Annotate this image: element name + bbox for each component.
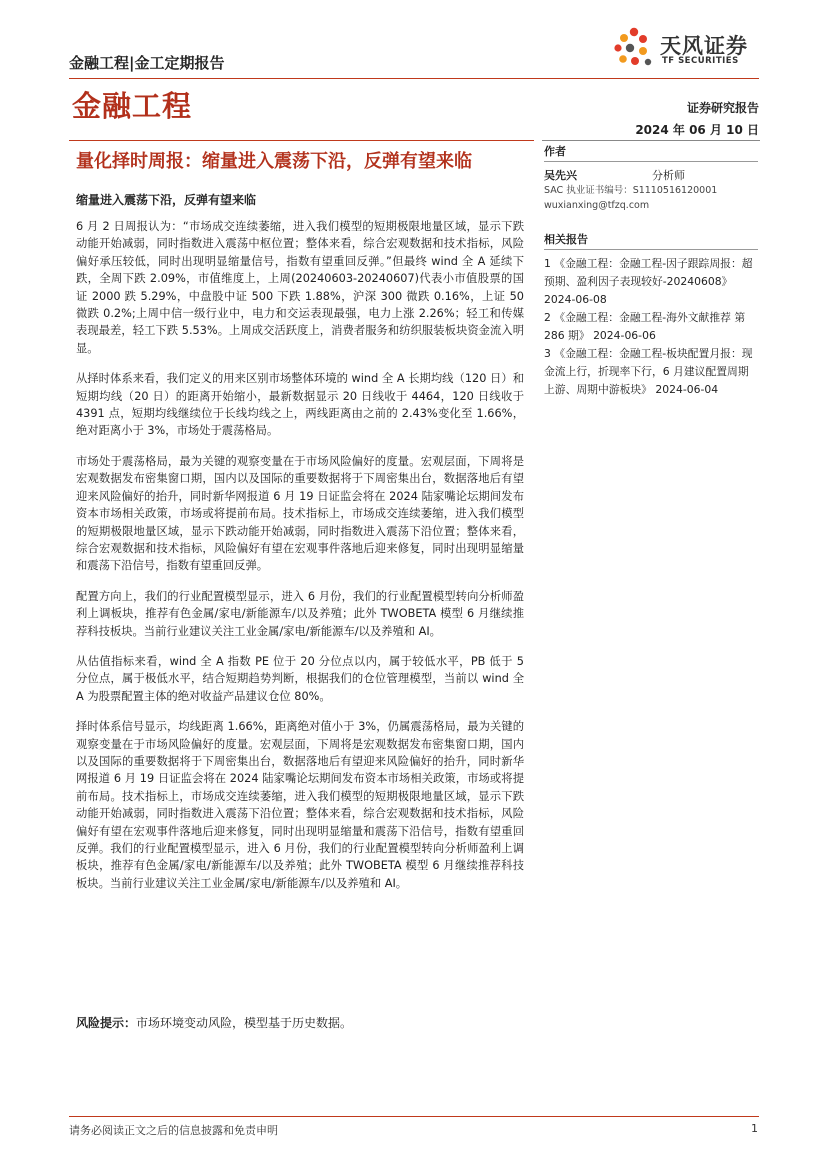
report-category: 金融工程|金工定期报告 bbox=[69, 54, 225, 72]
related-reports-heading: 相关报告 bbox=[544, 229, 758, 250]
author-certificate: SAC 执业证书编号：S1110516120001 bbox=[544, 185, 718, 196]
body-paragraph: 从择时体系来看，我们定义的用来区别市场整体环境的 wind 全 A 长期均线（120 日）和短期均线（20 日）的距离开始缩小，最新数据显示 20 日线收于 4464，120 日线收于 4391 点，短期均线继续位于长线均线之上，两线距离由之前的 2.43%变化至 1.66%，绝对距离小于 3%，市场处于震荡格局。 bbox=[76, 372, 524, 438]
related-report-item[interactable]: 1 《金融工程：金融工程-因子跟踪周报：超预期、盈利因子表现较好-20240608》 2024-06-08 bbox=[544, 257, 753, 306]
report-type: 证券研究报告 bbox=[686, 101, 759, 115]
body-paragraph: 配置方向上，我们的行业配置模型显示，进入 6 月份，我们的行业配置模型转向分析师盈利上调板块，推荐有色金属/家电/新能源车/以及养殖；此外 TWOBETA 模型 6 月继续推荐科技板块。当前行业建议关注工业金属/家电/新能源车/以及养殖和 AI。 bbox=[76, 589, 524, 638]
report-date: 2024 年 06 月 10 日 bbox=[635, 123, 759, 137]
footer-disclaimer: 请务必阅读正文之后的信息披露和免责申明 bbox=[69, 1124, 278, 1137]
author-row bbox=[544, 167, 758, 183]
logo-text-cn: 天风证券 bbox=[660, 34, 748, 58]
related-report-item[interactable]: 2 《金融工程：金融工程-海外文献推荐 第 286 期》 2024-06-06 bbox=[544, 311, 746, 342]
author-email[interactable]: wuxianxing@tfzq.com bbox=[544, 200, 650, 211]
body-paragraph: 6 月 2 日周报认为：“市场成交连续萎缩，进入我们模型的短期极限地量区域，显示下跌动能开始减弱，同时指数进入震荡中枢位置；整体来看，综合宏观数据和技术指标，风险偏好承压较低，同时出现明显缩量信号，指数有望重回反弹。”但最终 wind 全 A 延续下跌，全周下跌 2.09%，市值维度上，上周(20240603-20240607)代表小市值股票的国证 2000 跌 5.29%，中盘股中证 500 下跌 1.88%，沪深 300 微跌 0.16%，上证 50 微跌 0.2%;上周中信一级行业中，电力和交运表现最强，电力上涨 2.26%；轻工和传媒表现最差，轻工下跌 5.53%。上周成交活跃度上，消费者服务和纺织服装板块资金流入明显。 bbox=[76, 220, 524, 355]
body-paragraph: 从估值指标来看，wind 全 A 指数 PE 位于 20 分位点以内，属于较低水平，PB 低于 5 分位点，属于极低水平，结合短期趋势判断，根据我们的仓位管理模型，当前以 wind 全 A 为股票配置主体的绝对收益产品建议仓位 80%。 bbox=[76, 654, 524, 703]
author-name: 吴先兴 bbox=[544, 169, 577, 182]
page-number: 1 bbox=[751, 1122, 758, 1135]
company-logo bbox=[612, 26, 760, 68]
body-paragraph: 择时体系信号显示，均线距离 1.66%，距离绝对值小于 3%，仍属震荡格局，最为关键的观察变量在于市场风险偏好的度量。宏观层面，下周将是宏观数据发布密集窗口期，国内以及国际的重要数据将于下周密集出台，数据落地后有望迎来风险偏好的抬升，同时新华网报道 6 月 19 日证监会将在 2024 陆家嘴论坛期间发布资本市场相关政策，市场或将提前布局。技术指标上，市场成交连续萎缩，进入我们模型的短期极限地量区域，显示下跌动能开始减弱，同时指数进入震荡下沿位置；整体来看，综合宏观数据和技术指标，风险偏好有望在宏观事件落地后迎来修复，同时出现明显缩量和震荡下沿信号，指数有望重回反弹。我们的行业配置模型显示，进入 6 月份，我们的行业配置模型转向分析师盈利上调板块，推荐有色金属/家电/新能源车/以及养殖；此外 TWOBETA 模型 6 月继续推荐科技板块。当前行业建议关注工业金属/家电/新能源车/以及养殖和 AI。 bbox=[76, 720, 524, 890]
body-paragraph: 市场处于震荡格局，最为关键的观察变量在于市场风险偏好的度量。宏观层面，下周将是宏观数据发布密集窗口期，国内以及国际的重要数据将于下周密集出台，数据落地后有望迎来风险偏好的抬升，同时新华网报道 6 月 19 日证监会将在 2024 陆家嘴论坛期间发布资本市场相关政策，市场或将提前布局。技术指标上，市场成交连续萎缩，进入我们模型的短期极限地量区域，显示下跌动能开始减弱，同时指数进入震荡下沿位置；整体来看，综合宏观数据和技术指标，风险偏好有望在宏观事件落地后迎来修复，同时出现明显缩量和震荡下沿信号，指数有望重回反弹。 bbox=[76, 454, 524, 573]
author-role: 分析师 bbox=[652, 169, 685, 182]
sidebar bbox=[544, 141, 758, 399]
logo-mark-icon bbox=[612, 26, 656, 70]
risk-label: 风险提示： bbox=[76, 1016, 137, 1030]
related-report-item[interactable]: 3 《金融工程：金融工程-板块配置月报：现金流上行，折现率下行，6 月建议配置周期上游、周期中游板块》 2024-06-04 bbox=[544, 347, 753, 396]
header-divider bbox=[69, 78, 759, 79]
title-divider bbox=[69, 140, 534, 141]
section-title: 金融工程 bbox=[72, 89, 193, 123]
risk-notice bbox=[76, 1014, 352, 1031]
main-body bbox=[76, 218, 524, 905]
page-title: 量化择时周报：缩量进入震荡下沿，反弹有望来临 bbox=[76, 151, 472, 172]
logo-text-en: TF SECURITIES bbox=[662, 56, 739, 66]
risk-text: 市场环境变动风险，模型基于历史数据。 bbox=[136, 1016, 353, 1030]
author-heading: 作者 bbox=[544, 141, 758, 162]
summary-title: 缩量进入震荡下沿，反弹有望来临 bbox=[76, 193, 257, 207]
footer-divider bbox=[69, 1116, 759, 1117]
